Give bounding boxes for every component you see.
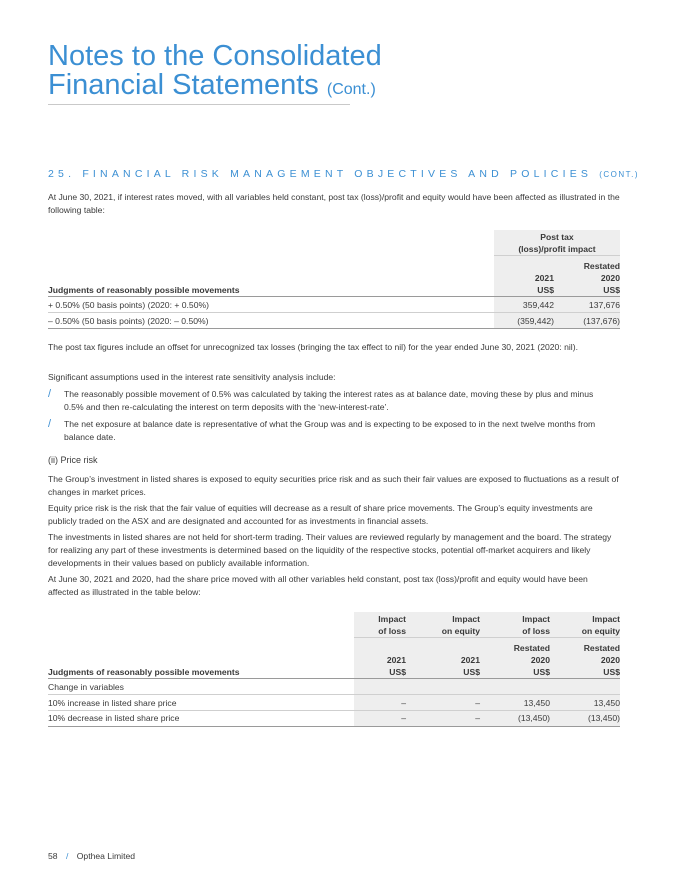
- page-title-line2-wrap: [48, 71, 382, 104]
- col-subheader: [418, 642, 480, 678]
- page-number: 58: [48, 851, 58, 861]
- table-row-divider: [48, 312, 620, 313]
- col-subheader-line: US$: [603, 667, 620, 677]
- table-cell: (13,450): [587, 713, 620, 723]
- table-row-divider: [48, 694, 620, 695]
- col-header-line: Impact: [592, 614, 620, 624]
- col-subheader-line: [348, 642, 406, 654]
- slash-bullet-icon: /: [48, 388, 52, 400]
- col-subheader: [488, 642, 550, 678]
- price-risk-para2: Equity price risk is the risk that the fair value of equities will decrease as a result of share price movements. The Group’s equity investments are publicly traded on the ASX and are designated and accounted for as investments in financial assets.: [48, 503, 593, 526]
- price-risk-subheading: (ii) Price risk: [48, 455, 98, 465]
- col-2020-header: [556, 260, 620, 296]
- price-risk-para3: The investments in listed shares are not held for short-term trading. Their values are reviewed regularly by management and the board. The strategy for realizing any part of these investments is determined based on the liquidity of the respective stocks, potential off-market acquirers and likely developments in their values based on publicly available information.: [48, 532, 612, 568]
- bullet-item: [48, 418, 620, 444]
- table-row-label: 10% decrease in listed share price: [48, 713, 180, 723]
- section-heading: [48, 168, 639, 180]
- slash-bullet-icon: /: [48, 418, 52, 430]
- table-cell: –: [401, 698, 406, 708]
- col-header-line: of loss: [378, 626, 406, 636]
- col-subheader-line: Restated: [583, 643, 620, 653]
- table-group-header-line1: Post tax: [540, 232, 574, 242]
- title-divider: [48, 104, 350, 105]
- table-group-header: [494, 231, 620, 255]
- page-title: [48, 42, 382, 104]
- col-header: [488, 613, 550, 637]
- price-risk-para4: At June 30, 2021 and 2020, had the share price moved with all other variables held constant, post tax (loss)/profit and equity would have been affected as illustrated in the table below:: [48, 574, 588, 597]
- col-subheader-line: US$: [533, 667, 550, 677]
- col-subheader-line: 2021: [386, 655, 406, 665]
- col-header-line: on equity: [581, 626, 620, 636]
- col-header-line: of loss: [522, 626, 550, 636]
- col-2021-line3: US$: [537, 285, 554, 295]
- price-risk-para1: The Group’s investment in listed shares is exposed to equity securities price risk and as such their fair values are exposed to fluctuations as a result of changes in market prices.: [48, 474, 619, 497]
- table-header-rule: [48, 296, 620, 297]
- col-2020-line1: Restated: [583, 261, 620, 271]
- col-header-line: Impact: [378, 614, 406, 624]
- col-subheader: [348, 642, 406, 678]
- table-header-rule: [48, 678, 620, 679]
- assumptions-intro: Significant assumptions used in the interest rate sensitivity analysis include:: [48, 372, 336, 382]
- page-title-line2: Financial Statements: [48, 69, 319, 101]
- footer-separator: /: [65, 851, 69, 861]
- col-subheader-line: 2020: [600, 655, 620, 665]
- col-subheader-line: US$: [389, 667, 406, 677]
- company-name: Opthea Limited: [76, 851, 136, 861]
- col-subheader-line: 2021: [460, 655, 480, 665]
- bullet-text: The net exposure at balance date is representative of what the Group was and is expecting to be exposed to in the next twelve months from balance date.: [64, 419, 596, 442]
- table-row-label: 10% increase in listed share price: [48, 698, 177, 708]
- section-heading-text: 25. FINANCIAL RISK MANAGEMENT OBJECTIVES AND POLICIES: [48, 168, 593, 180]
- col-header-line: Impact: [522, 614, 550, 624]
- page-footer: [48, 851, 135, 861]
- col-header: [418, 613, 480, 637]
- row-header: Judgments of reasonably possible movements: [48, 285, 240, 295]
- page-title-line1: Notes to the Consolidated: [48, 40, 382, 72]
- col-2021-line1: [496, 260, 554, 272]
- col-subheader: [556, 642, 620, 678]
- table-row-divider: [48, 710, 620, 711]
- table-row-label: + 0.50% (50 basis points) (2020: + 0.50%): [48, 300, 209, 310]
- section-heading-cont: (CONT.): [599, 170, 640, 179]
- table-cell: –: [401, 713, 406, 723]
- col-2020-line2: 2020: [600, 273, 620, 283]
- col-2021-header: [496, 260, 554, 296]
- table-cell: 13,450: [523, 698, 550, 708]
- bullet-text: The reasonably possible movement of 0.5% was calculated by taking the interest rates as at balance date, moving these by plus and minus 0.5% and then re-calculating the interest on term deposits with the ‘new-interest-rate’.: [64, 389, 594, 412]
- price-risk-table: [48, 612, 620, 732]
- col-header: [556, 613, 620, 637]
- col-subheader-line: Restated: [513, 643, 550, 653]
- table-group-header-line2: (loss)/profit impact: [518, 244, 596, 254]
- category-row-label: Change in variables: [48, 682, 124, 692]
- table-cell: 13,450: [593, 698, 620, 708]
- row-header: Judgments of reasonably possible movements: [48, 667, 240, 677]
- col-header-line: on equity: [441, 626, 480, 636]
- col-2020-line3: US$: [603, 285, 620, 295]
- col-subheader-line: 2020: [530, 655, 550, 665]
- col-header-line: Impact: [452, 614, 480, 624]
- interest-rate-table: [48, 230, 620, 330]
- group-header-underline: [494, 255, 620, 256]
- table-cell: 137,676: [588, 300, 620, 310]
- table-bottom-rule: [48, 726, 620, 727]
- table-cell: 359,442: [522, 300, 554, 310]
- col-subheader-line: US$: [463, 667, 480, 677]
- table-bottom-rule: [48, 328, 620, 329]
- table-cell: –: [475, 698, 480, 708]
- bullet-item: [48, 388, 620, 414]
- table-row-label: – 0.50% (50 basis points) (2020: – 0.50%): [48, 316, 209, 326]
- page-title-cont: (Cont.): [326, 81, 376, 98]
- group-header-underline: [354, 637, 620, 638]
- table-cell: –: [475, 713, 480, 723]
- col-2021-line2: 2021: [534, 273, 554, 283]
- table-cell: (359,442): [517, 316, 554, 326]
- col-subheader-line: [418, 642, 480, 654]
- tax-offset-note: The post tax figures include an offset for unrecognized tax losses (bringing the tax effect to nil) for the year ended June 30, 2021 (2020: nil).: [48, 342, 578, 352]
- col-header: [348, 613, 406, 637]
- table-cell: (137,676): [583, 316, 620, 326]
- table-cell: (13,450): [517, 713, 550, 723]
- section-intro: At June 30, 2021, if interest rates moved, with all variables held constant, post tax (loss)/profit and equity would have been affected as illustrated in the following table:: [48, 192, 620, 215]
